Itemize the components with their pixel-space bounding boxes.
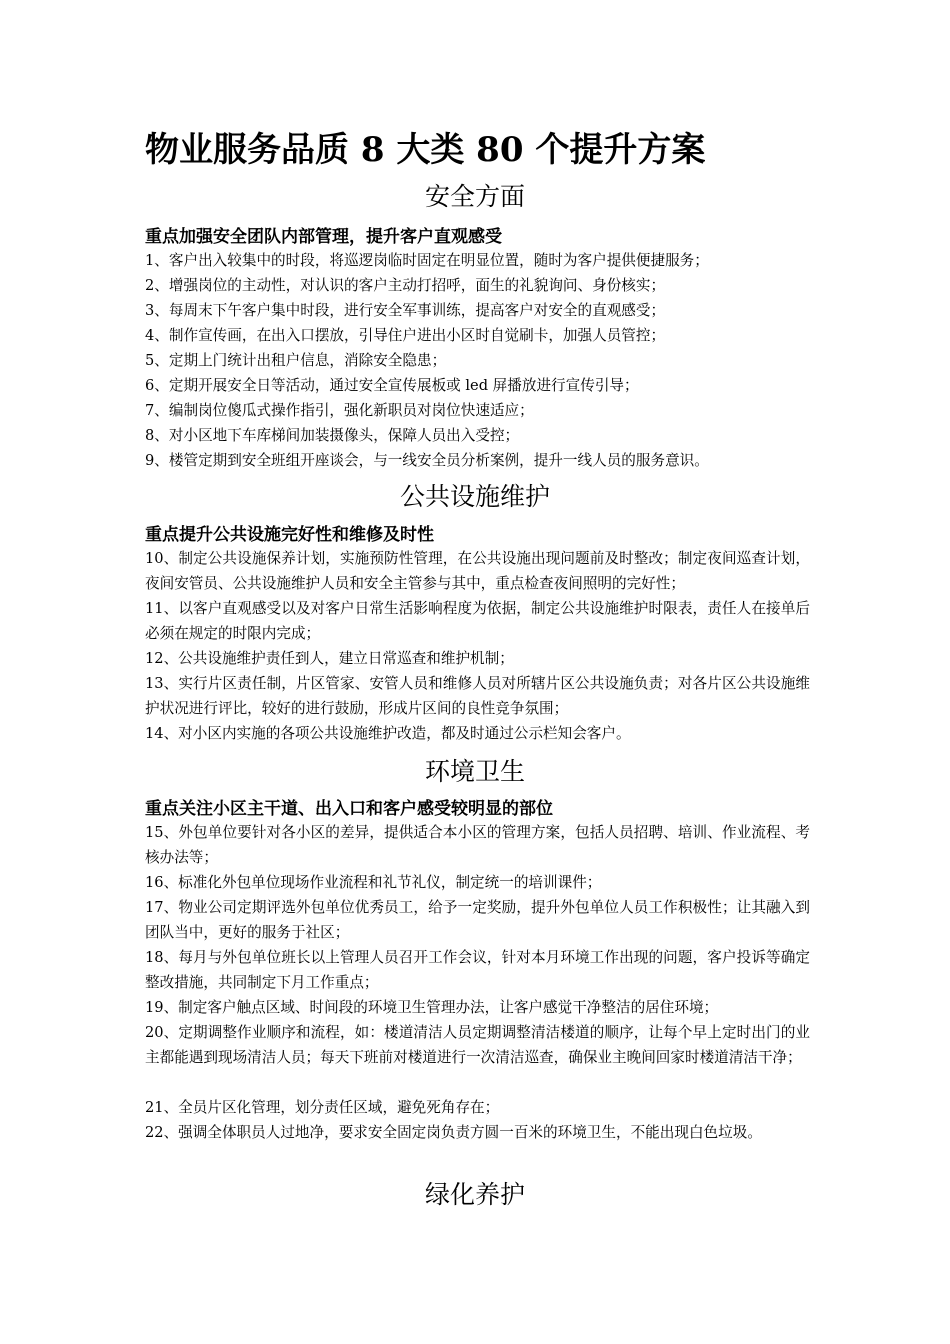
list-item: 11、以客户直观感受以及对客户日常生活影响程度为依据，制定公共设施维护时限表，责任人在接单后必须在规定的时限内完成； (145, 600, 810, 642)
section-heading-public-facilities: 公共设施维护 (399, 482, 550, 511)
list-item: 7、编制岗位傻瓜式操作指引，强化新职员对岗位快速适应； (145, 402, 534, 419)
list-item: 9、楼管定期到安全班组开座谈会，与一线安全员分析案例，提升一线人员的服务意识。 (145, 452, 709, 469)
section-subheading-public-facilities: 重点提升公共设施完好性和维修及时性 (145, 525, 434, 545)
section-heading-environment: 环境卫生 (424, 757, 525, 786)
list-item: 13、实行片区责任制，片区管家、安管人员和维修人员对所辖片区公共设施负责；对各片区公共设施维护状况进行评比，较好的进行鼓励，形成片区间的良性竞争氛围； (145, 675, 810, 717)
list-item: 18、每月与外包单位班长以上管理人员召开工作会议，针对本月环境工作出现的问题，客户投诉等确定整改措施，共同制定下月工作重点； (145, 949, 810, 991)
list-item: 1、客户出入较集中的时段，将巡逻岗临时固定在明显位置，随时为客户提供便捷服务； (145, 252, 709, 269)
list-item: 4、制作宣传画，在出入口摆放，引导住户进出小区时自觉刷卡，加强人员管控； (145, 327, 666, 344)
list-item: 22、强调全体职员人过地净，要求安全固定岗负责方圆一百米的环境卫生，不能出现白色垃圾。 (145, 1124, 762, 1141)
list-item: 17、物业公司定期评选外包单位优秀员工，给予一定奖励，提升外包单位人员工作积极性；让其融入到团队当中，更好的服务于社区； (145, 899, 810, 941)
list-item: 2、增强岗位的主动性，对认识的客户主动打招呼，面生的礼貌询问、身份核实； (145, 277, 666, 294)
list-item: 5、定期上门统计出租户信息，消除安全隐患； (145, 352, 447, 369)
list-item: 8、对小区地下车库梯间加装摄像头，保障人员出入受控； (145, 427, 520, 444)
section-subheading-security: 重点加强安全团队内部管理，提升客户直观感受 (145, 227, 502, 247)
list-item: 14、对小区内实施的各项公共设施维护改造，都及时通过公示栏知会客户。 (145, 725, 631, 742)
list-item: 15、外包单位要针对各小区的差异，提供适合本小区的管理方案，包括人员招聘、培训、作业流程、考核办法等； (145, 824, 810, 866)
list-item: 10、制定公共设施保养计划，实施预防性管理，在公共设施出现问题前及时整改；制定夜间巡查计划，夜间安管员、公共设施维护人员和安全主管参与其中，重点检查夜间照明的完好性； (145, 550, 810, 592)
document-title: 物业服务品质 8 大类 80 个提升方案 (145, 130, 706, 170)
section-heading-greening: 绿化养护 (424, 1180, 525, 1209)
list-item: 21、全员片区化管理，划分责任区域，避免死角存在； (145, 1099, 500, 1116)
list-item: 3、每周末下午客户集中时段，进行安全军事训练，提高客户对安全的直观感受； (145, 302, 666, 319)
list-item: 19、制定客户触点区域、时间段的环境卫生管理办法，让客户感觉干净整洁的居住环境； (145, 999, 719, 1016)
section-heading-security: 安全方面 (424, 182, 525, 211)
list-item: 16、标准化外包单位现场作业流程和礼节礼仪，制定统一的培训课件； (145, 874, 602, 891)
list-item: 6、定期开展安全日等活动，通过安全宣传展板或 led 屏播放进行宣传引导； (145, 377, 639, 394)
section-subheading-environment: 重点关注小区主干道、出入口和客户感受较明显的部位 (145, 799, 553, 819)
list-item: 12、公共设施维护责任到人，建立日常巡查和维护机制； (145, 650, 514, 667)
list-item: 20、定期调整作业顺序和流程，如：楼道清洁人员定期调整清洁楼道的顺序，让每个早上定时出门的业主都能遇到现场清洁人员；每天下班前对楼道进行一次清洁巡查，确保业主晚间回家时楼道清洁干净； (145, 1024, 810, 1066)
